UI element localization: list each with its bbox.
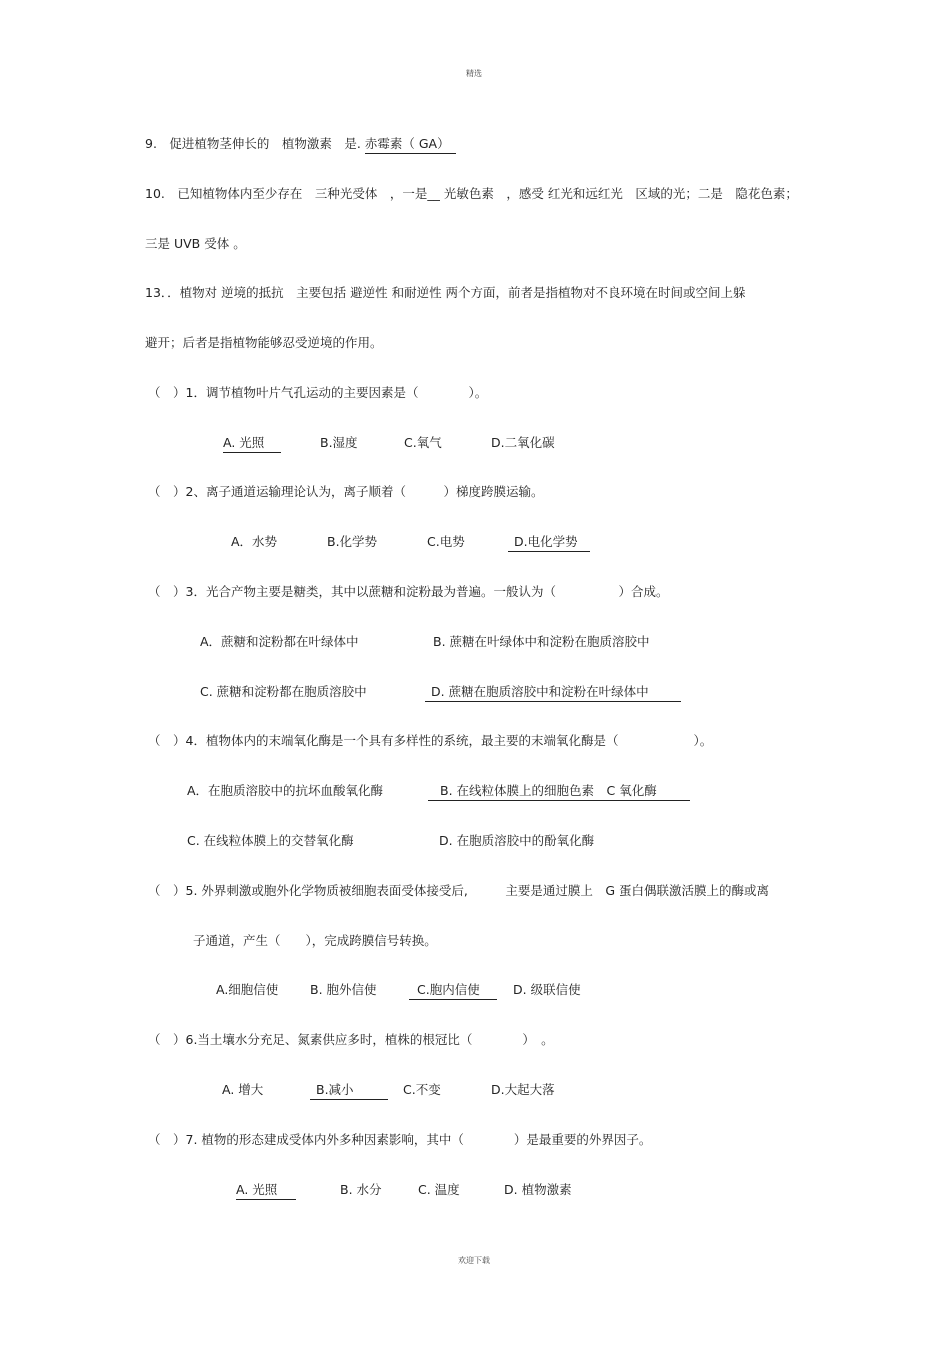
mc-1-option-d: D.二氧化碳: [491, 435, 555, 450]
mc-7-stem: （ ）7. 植物的形态建成受体内外多种因素影响，其中（ ）是最重要的外界因子。: [148, 1132, 652, 1147]
question-9: [145, 136, 456, 154]
mc-3-option-c: C. 蔗糖和淀粉都在胞质溶胶中: [200, 684, 367, 699]
mc-5-stem-line2: 子通道，产生（ ），完成跨膜信号转换。: [193, 933, 437, 948]
mc-1-option-b: B.湿度: [320, 435, 358, 450]
mc-7-option-a: A. 光照: [236, 1182, 296, 1200]
mc-5-stem-line1: （ ）5. 外界刺激或胞外化学物质被细胞表面受体接受后, 主要是通过膜上 G 蛋白偶联激活膜上的酶或离: [148, 883, 770, 898]
mc-2-stem: （ ）2、离子通道运输理论认为，离子顺着（ ）梯度跨膜运输。: [148, 484, 544, 499]
mc-4-option-a: A．在胞质溶胶中的抗坏血酸氧化酶: [187, 783, 384, 798]
mc-2-option-b: B.化学势: [327, 534, 378, 549]
mc-2-option-d: D.电化学势: [508, 534, 590, 552]
mc-1-option-a: A. 光照: [223, 435, 281, 453]
mc-5-option-c: C.胞内信使: [409, 982, 497, 1000]
question-13-line1: 13．．植物对 逆境的抵抗 主要包括 避逆性 和耐逆性 两个方面，前者是指植物对不良环境在时间或空间上躲: [145, 285, 746, 300]
mc-3-option-d: D. 蔗糖在胞质溶胶中和淀粉在叶绿体中: [425, 684, 681, 702]
mc-1-option-c: C.氧气: [404, 435, 442, 450]
mc-6-stem: （ ）6.当土壤水分充足、氮素供应多时，植株的根冠比（ ） 。: [148, 1032, 554, 1047]
mc-4-stem: （ ）4．植物体内的末端氧化酶是一个具有多样性的系统，最主要的末端氧化酶是（ ）。: [148, 733, 713, 748]
mc-6-option-b: B.减小: [310, 1082, 388, 1100]
mc-6-option-a: A. 增大: [222, 1082, 264, 1097]
mc-2-option-c: C.电势: [427, 534, 465, 549]
question-13-line2: 避开；后者是指植物能够忍受逆境的作用。: [145, 335, 383, 350]
mc-7-option-d: D. 植物激素: [504, 1182, 572, 1197]
mc-5-option-b: B. 胞外信使: [310, 982, 377, 997]
mc-4-option-d: D. 在胞质溶胶中的酚氧化酶: [439, 833, 595, 848]
mc-7-option-b: B. 水分: [340, 1182, 382, 1197]
mc-3-stem: （ ）3．光合产物主要是糖类，其中以蔗糖和淀粉最为普遍。一般认为（ ）合成。: [148, 584, 669, 599]
mc-3-option-b: B. 蔗糖在叶绿体中和淀粉在胞质溶胶中: [433, 634, 650, 649]
question-10-line2: 三是 UVB 受体 。: [145, 236, 246, 251]
mc-4-option-b: B. 在线粒体膜上的细胞色素 C 氧化酶: [428, 783, 690, 801]
question-9-text: 9. 促进植物茎伸长的 植物激素 是.: [145, 136, 361, 151]
mc-5-option-a: A.细胞信使: [216, 982, 279, 997]
page-header: 精选: [466, 69, 482, 78]
mc-4-option-c: C. 在线粒体膜上的交替氧化酶: [187, 833, 354, 848]
mc-6-option-c: C.不变: [403, 1082, 441, 1097]
page-footer: 欢迎下载: [458, 1256, 490, 1265]
mc-6-option-d: D.大起大落: [491, 1082, 555, 1097]
mc-5-option-d: D. 级联信使: [513, 982, 581, 997]
mc-1-stem: （ ）1．调节植物叶片气孔运动的主要因素是（ ）。: [148, 385, 488, 400]
mc-3-option-a: A．蔗糖和淀粉都在叶绿体中: [200, 634, 359, 649]
question-9-answer: 赤霉素（ GA）: [365, 136, 456, 154]
mc-7-option-c: C. 温度: [418, 1182, 460, 1197]
question-10-line1: 10. 已知植物体内至少存在 三种光受体 ，一是__ 光敏色素 ，感受 红光和远红光 区域的光；二是 隐花色素；: [145, 186, 798, 201]
mc-2-option-a: A．水势: [231, 534, 278, 549]
